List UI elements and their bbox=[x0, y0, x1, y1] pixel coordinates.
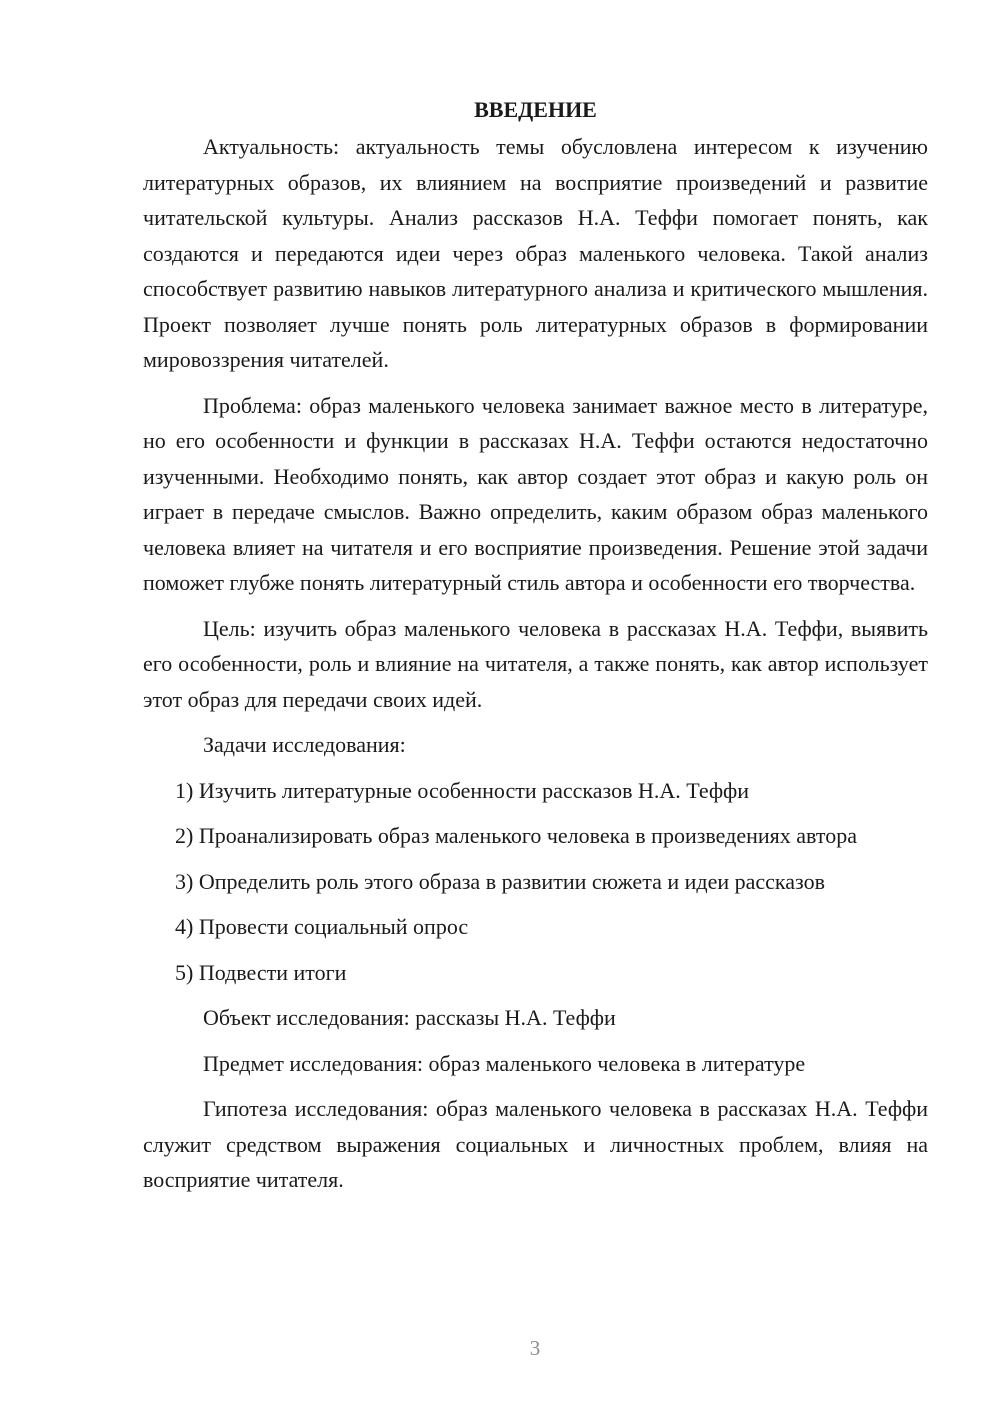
task-item: 4) Провести социальный опрос bbox=[175, 914, 469, 939]
task-item: 2) Проанализировать образ маленького человека в произведениях автора bbox=[175, 823, 857, 848]
section-heading: ВВЕДЕНИЕ bbox=[474, 97, 597, 122]
goal-paragraph: Цель: изучить образ маленького человека в рассказах Н.А. Теффи, выявить его особенности, роль и влияние на читателя, а также понять, как автор использует этот образ для передачи своих идей. bbox=[143, 615, 928, 712]
task-item: 3) Определить роль этого образа в развитии сюжета и идеи рассказов bbox=[175, 868, 825, 894]
tasks-title: Задачи исследования: bbox=[203, 732, 406, 757]
task-item: 5) Подвести итоги bbox=[175, 959, 347, 985]
problem-paragraph: Проблема: образ маленького человека занимает важное место в литературе, но его особенности и функции в рассказах Н.А. Теффи остаются недостаточно изученными. Необходимо понять, как автор создает этот образ и какую роль он играет в передаче смыслов. Важно определить, каким образом образ маленького человека влияет на читателя и его восприятие произведения. Решение этой задачи поможет глубже понять литературный стиль автора и особенности его творчества. bbox=[143, 392, 928, 595]
relevance-paragraph: Актуальность: актуальность темы обусловлена интересом к изучению литературных образов, их влиянием на восприятие произведений и развитие читательской культуры. Анализ рассказов Н.А. Теффи помогает понять, как создаются и передаются идеи через образ маленького человека. Такой анализ способствует развитию навыков литературного анализа и критического мышления. Проект позволяет лучше понять роль литературных образов в формировании мировоззрения читателей. bbox=[143, 134, 928, 372]
page-content bbox=[143, 95, 928, 1208]
hypothesis-paragraph: Гипотеза исследования: образ маленького человека в рассказах Н.А. Теффи служит средством выражения социальных и личностных проблем, влияя на восприятие читателя. bbox=[143, 1096, 928, 1192]
page-number: 3 bbox=[529, 1336, 541, 1360]
task-item: 1) Изучить литературные особенности рассказов Н.А. Теффи bbox=[175, 777, 750, 803]
research-subject: Предмет исследования: образ маленького человека в литературе bbox=[203, 1050, 806, 1076]
research-object: Объект исследования: рассказы Н.А. Теффи bbox=[203, 1005, 616, 1030]
